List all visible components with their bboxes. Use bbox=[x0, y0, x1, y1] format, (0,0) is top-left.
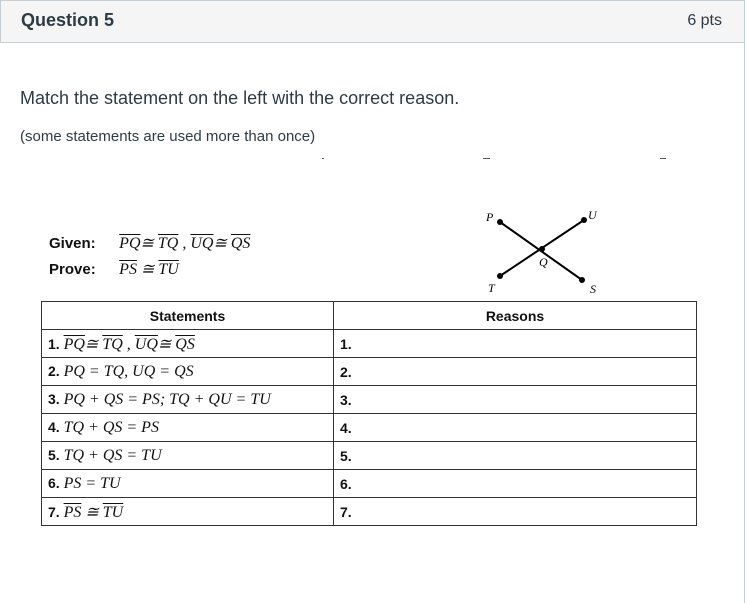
table-row bbox=[42, 358, 697, 386]
prove-label: Prove: bbox=[49, 261, 96, 278]
statement-cell: 4. TQ + QS = PS bbox=[42, 414, 334, 442]
table-row bbox=[42, 498, 697, 526]
table-row bbox=[42, 414, 697, 442]
table-row bbox=[42, 330, 697, 358]
reason-cell[interactable]: 6. bbox=[334, 470, 697, 498]
point-u bbox=[581, 217, 587, 223]
statement-cell: 6. PS = TU bbox=[42, 470, 334, 498]
table-row bbox=[42, 442, 697, 470]
statement-cell: 3. PQ + QS = PS; TQ + QU = TU bbox=[42, 386, 334, 414]
point-q bbox=[539, 246, 545, 252]
prove-math: $\overline{PS}$ ≅ $\overline{TU}$ bbox=[119, 261, 179, 278]
divider-mark bbox=[483, 158, 490, 159]
question-note: (some statements are used more than once) bbox=[20, 128, 316, 145]
point-p bbox=[497, 219, 503, 225]
divider-mark bbox=[322, 158, 324, 159]
label-p: P bbox=[486, 210, 494, 224]
reason-cell[interactable]: 7. bbox=[334, 498, 697, 526]
table-header-row bbox=[42, 302, 697, 330]
geometry-diagram bbox=[470, 200, 620, 300]
divider-mark bbox=[660, 158, 666, 159]
question-points: 6 pts bbox=[687, 12, 722, 29]
reason-cell[interactable]: 5. bbox=[334, 442, 697, 470]
reason-cell[interactable]: 3. bbox=[334, 386, 697, 414]
question-prompt: Match the statement on the left with the correct reason. bbox=[20, 88, 460, 108]
statements-header: Statements bbox=[42, 302, 334, 330]
reason-cell[interactable]: 1. bbox=[334, 330, 697, 358]
label-u: U bbox=[588, 208, 597, 222]
reasons-header: Reasons bbox=[334, 302, 697, 330]
label-q: Q bbox=[539, 255, 548, 269]
frame-border bbox=[744, 43, 745, 603]
question-header bbox=[0, 0, 745, 43]
statement-cell: 7. $\overline{PS}$ ≅ $\overline{TU}$ bbox=[42, 498, 334, 526]
table-row bbox=[42, 386, 697, 414]
label-t: T bbox=[488, 281, 495, 295]
label-s: S bbox=[590, 282, 596, 296]
given-statement bbox=[49, 233, 250, 253]
statement-cell: 5. TQ + QS = TU bbox=[42, 442, 334, 470]
point-t bbox=[497, 273, 503, 279]
statement-cell: 1. $\overline{PQ}≅$ $\overline{TQ}$ , $\overline{UQ}≅$ $\overline{QS}$ bbox=[42, 330, 334, 358]
reason-cell[interactable]: 4. bbox=[334, 414, 697, 442]
proof-table bbox=[41, 301, 697, 526]
given-math: $\overline{PQ}≅$ $\overline{TQ}$ , $\overline{UQ}≅$ $\overline{QS}$ bbox=[119, 235, 251, 252]
prove-statement bbox=[49, 259, 179, 279]
point-s bbox=[579, 277, 585, 283]
question-title: Question 5 bbox=[21, 10, 115, 30]
table-row bbox=[42, 470, 697, 498]
given-label: Given: bbox=[49, 235, 96, 252]
statement-cell: 2. PQ = TQ, UQ = QS bbox=[42, 358, 334, 386]
reason-cell[interactable]: 2. bbox=[334, 358, 697, 386]
